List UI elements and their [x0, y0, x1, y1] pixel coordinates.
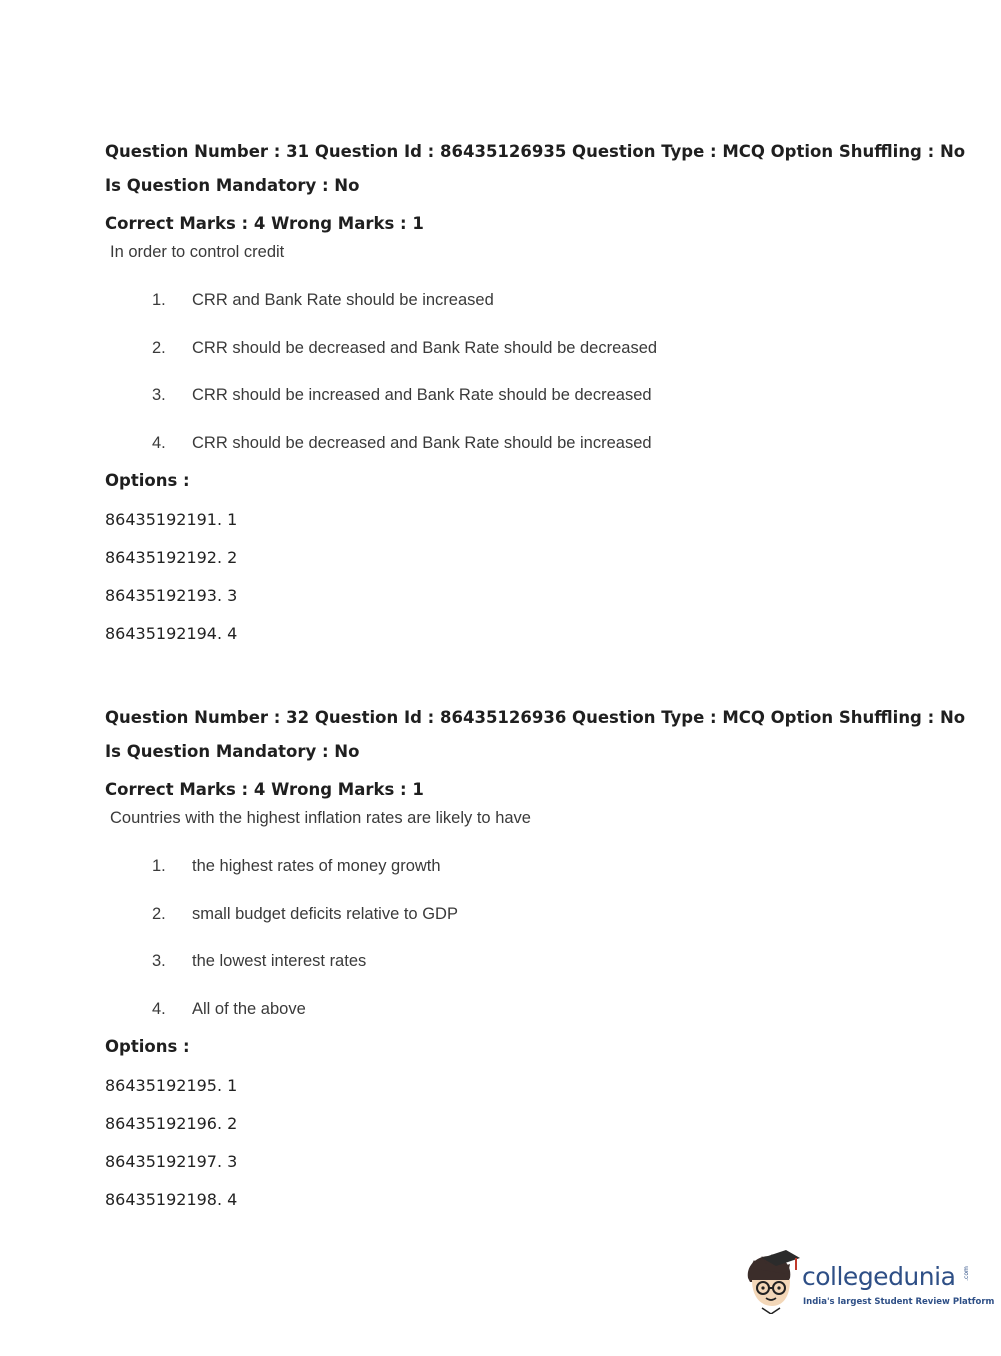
choice-text: the lowest interest rates: [192, 952, 367, 970]
choice-number: 3.: [152, 386, 166, 404]
choice-text: CRR and Bank Rate should be increased: [192, 291, 494, 309]
choice-number: 4.: [152, 434, 166, 452]
option-id: 86435192191. 1: [105, 510, 238, 529]
choice-text: CRR should be decreased and Bank Rate should be increased: [192, 434, 652, 452]
option-id: 86435192197. 3: [105, 1152, 238, 1171]
question-header: Question Number : 31 Question Id : 86435126935 Question Type : MCQ Option Shuffling : No: [105, 142, 966, 161]
choice-text: the highest rates of money growth: [192, 857, 441, 875]
options-label: Options :: [105, 1037, 190, 1056]
logo-wordmark: collegedunia: [802, 1262, 956, 1291]
choice-item: [152, 857, 441, 876]
option-id: 86435192193. 3: [105, 586, 238, 605]
choice-number: 1.: [152, 857, 166, 875]
choice-number: 1.: [152, 291, 166, 309]
question-mandatory: Is Question Mandatory : No: [105, 742, 360, 761]
question-stem: In order to control credit: [110, 243, 285, 261]
choice-item: [152, 339, 657, 358]
logo-suffix: .com: [962, 1266, 970, 1281]
choice-text: CRR should be increased and Bank Rate should be decreased: [192, 386, 652, 404]
choice-item: [152, 952, 366, 971]
choice-text: CRR should be decreased and Bank Rate should be decreased: [192, 339, 658, 357]
choice-item: [152, 1000, 306, 1019]
choice-number: 2.: [152, 905, 166, 923]
option-id: 86435192194. 4: [105, 624, 238, 643]
logo-tagline: India's largest Student Review Platform: [803, 1297, 995, 1307]
choice-number: 4.: [152, 1000, 166, 1018]
option-id: 86435192195. 1: [105, 1076, 238, 1095]
options-label: Options :: [105, 471, 190, 490]
choice-text: All of the above: [192, 1000, 306, 1018]
choice-number: 3.: [152, 952, 166, 970]
choice-item: [152, 434, 652, 453]
question-marks: Correct Marks : 4 Wrong Marks : 1: [105, 780, 424, 799]
choice-text: small budget deficits relative to GDP: [192, 905, 458, 923]
question-header: Question Number : 32 Question Id : 86435126936 Question Type : MCQ Option Shuffling : No: [105, 708, 966, 727]
option-id: 86435192196. 2: [105, 1114, 238, 1133]
choice-item: [152, 905, 458, 924]
student-mascot-icon: [740, 1248, 802, 1314]
question-stem: Countries with the highest inflation rates are likely to have: [110, 809, 531, 827]
question-marks: Correct Marks : 4 Wrong Marks : 1: [105, 214, 424, 233]
choice-number: 2.: [152, 339, 166, 357]
option-id: 86435192192. 2: [105, 548, 238, 567]
choice-item: [152, 291, 494, 310]
option-id: 86435192198. 4: [105, 1190, 238, 1209]
collegedunia-logo: [740, 1248, 995, 1318]
choice-item: [152, 386, 652, 405]
question-mandatory: Is Question Mandatory : No: [105, 176, 360, 195]
